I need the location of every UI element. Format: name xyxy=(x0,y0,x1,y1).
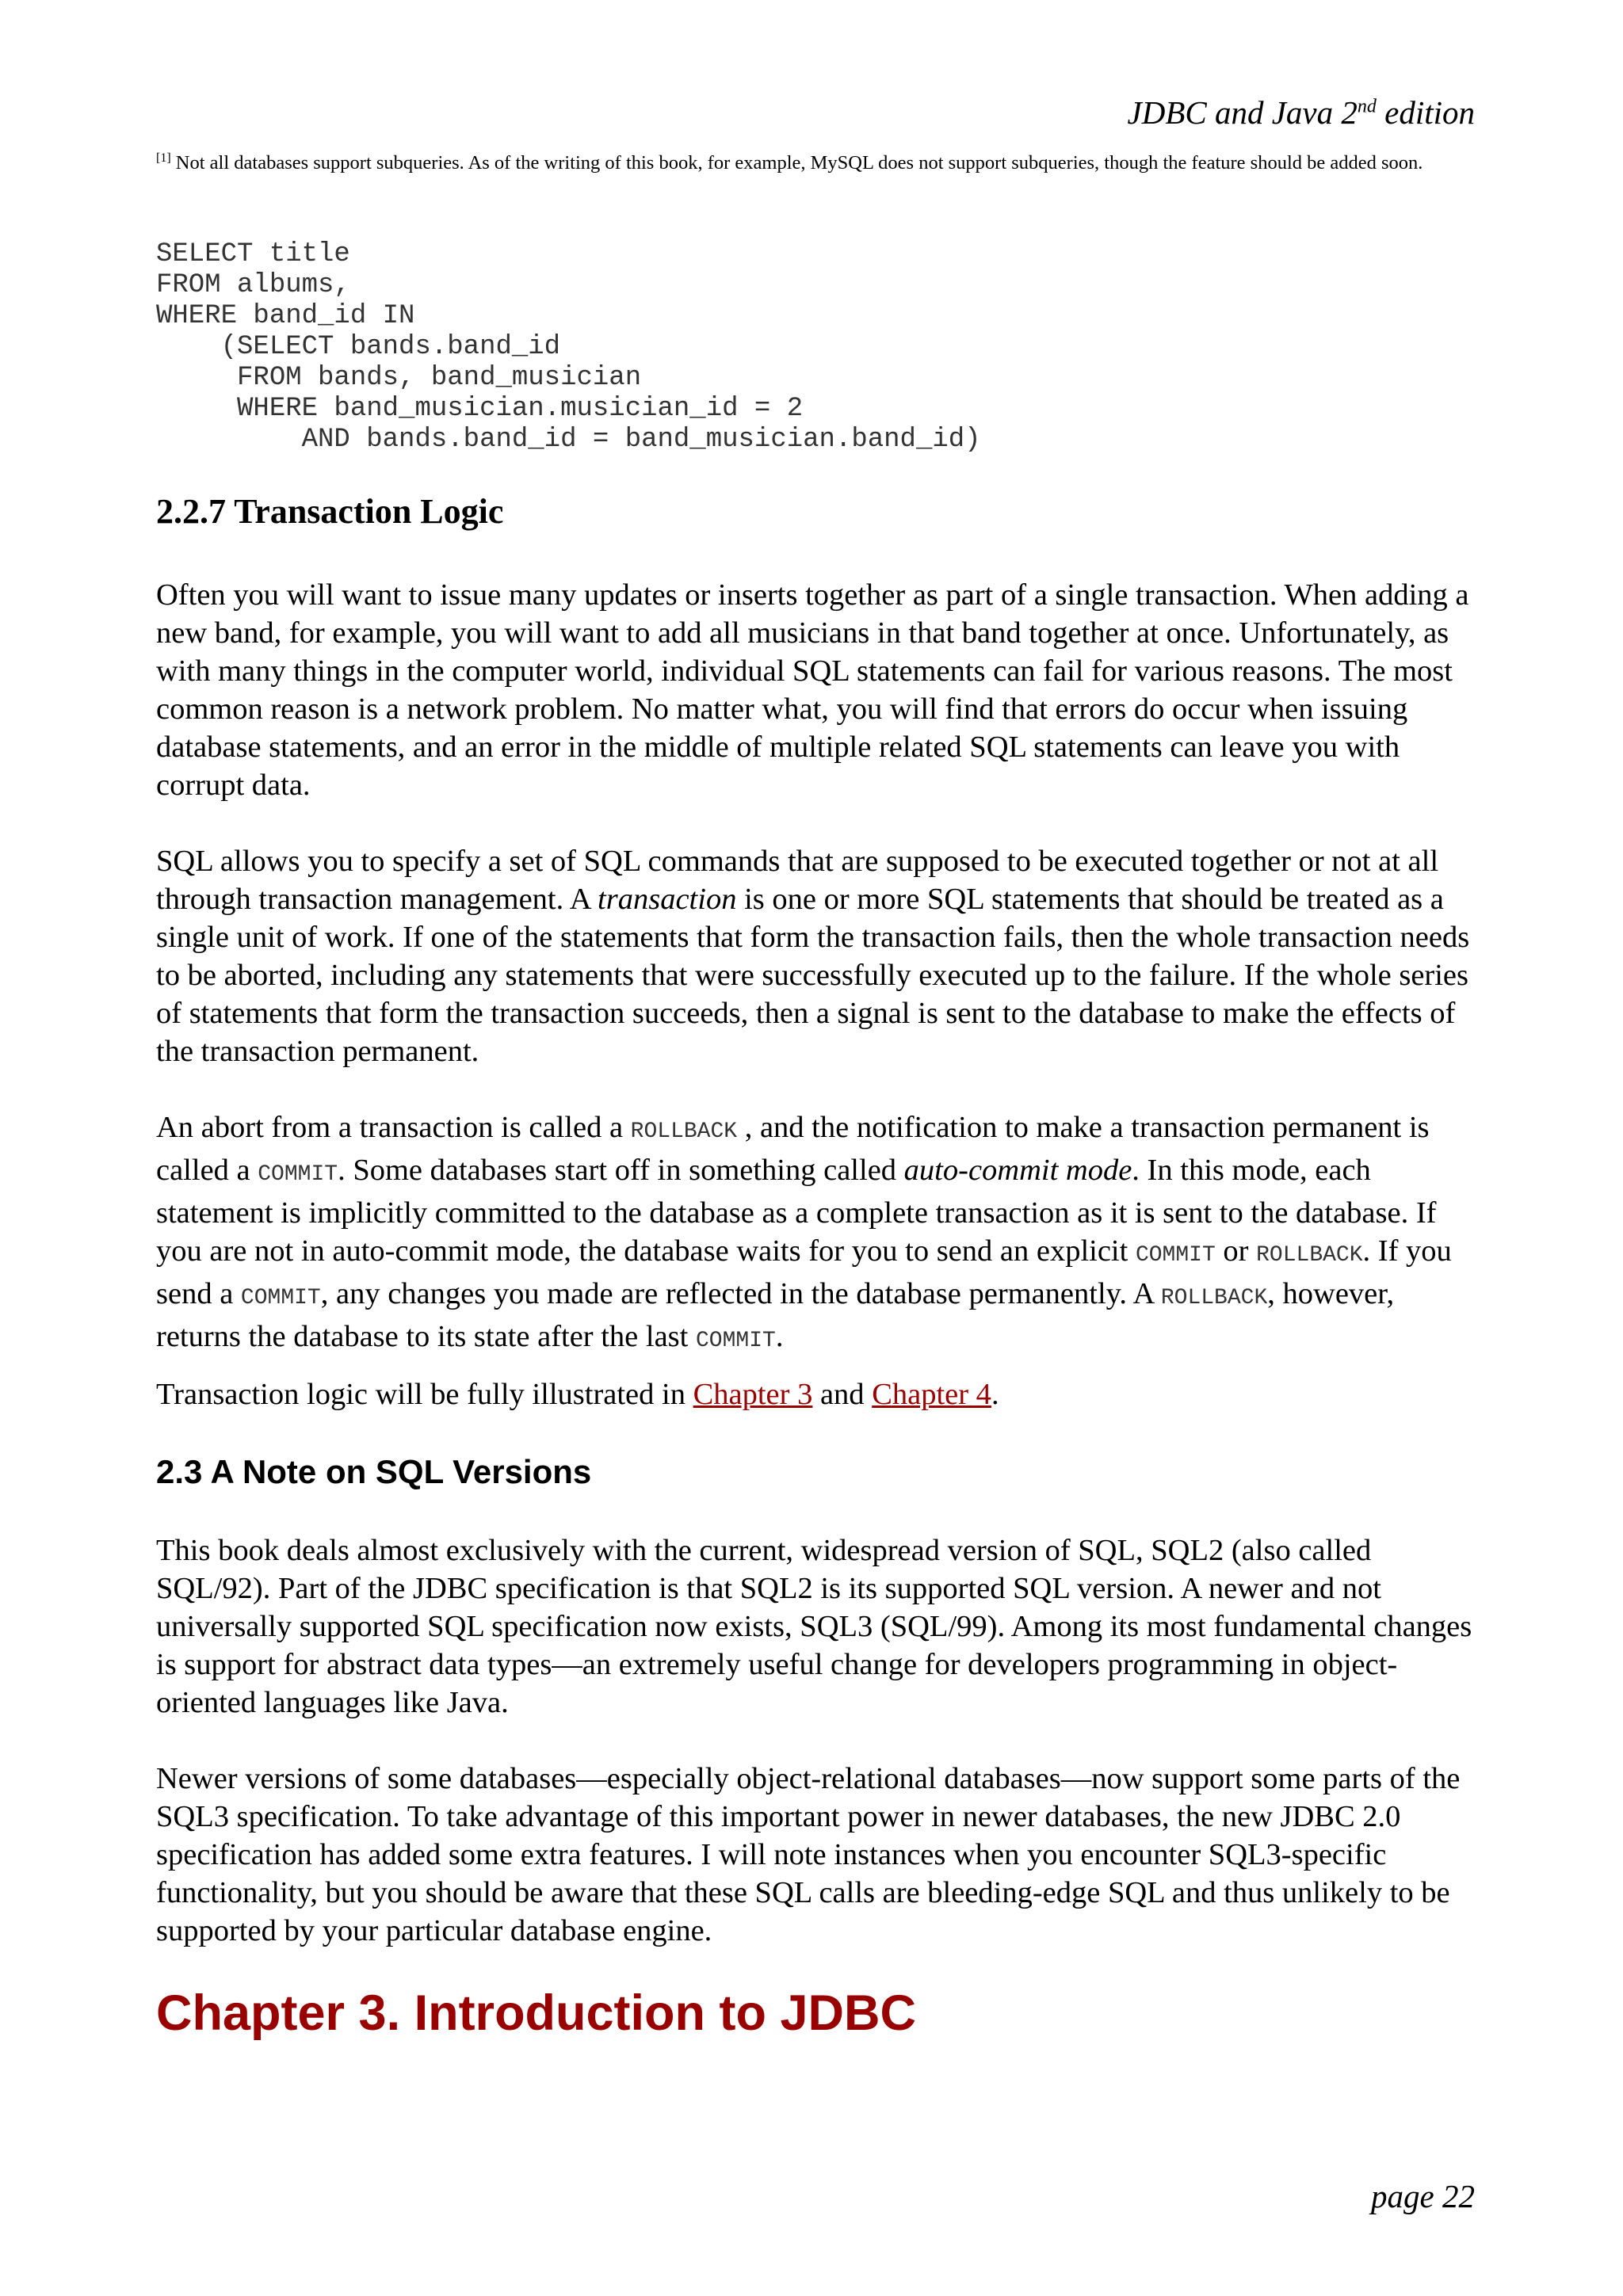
footnote-text: Not all databases support subqueries. As of the writing of this book, for example, MySQL does not support subqueries, though the feature should be added soon. xyxy=(170,152,1423,174)
running-header xyxy=(1128,93,1475,132)
paragraph-sql-versions: This book deals almost exclusively with the current, widespread version of SQL, SQL2 (also called SQL/92). Part of the JDBC specification is that SQL2 is its supported SQL version. A newer and not universally supported SQL specification now exists, SQL3 (SQL/99). Among its most fundamental changes is support for abstract data types—an extremely useful change for developers programming in object-oriented languages like Java. xyxy=(156,1534,1472,1719)
code-commit: COMMIT xyxy=(240,1286,321,1310)
term-transaction: transaction xyxy=(598,883,737,916)
code-commit: COMMIT xyxy=(1135,1243,1216,1268)
link-chapter-4[interactable]: Chapter 4 xyxy=(872,1378,991,1411)
code-rollback: ROLLBACK xyxy=(630,1119,738,1144)
code-commit: COMMIT xyxy=(258,1162,338,1187)
footnote xyxy=(156,151,1475,176)
header-title-suffix: edition xyxy=(1376,94,1475,131)
sql-code-block: SELECT title FROM albums, WHERE band_id IN (SELECT bands.band_id FROM bands, band_musician WHERE band_musician.musician_id = 2 AND bands.band_id = band_musician.band_id) xyxy=(156,239,981,455)
page-number: page 22 xyxy=(1371,2178,1475,2214)
paragraph-transaction-definition: SQL allows you to specify a set of SQL commands that are supposed to be executed together or not at all through transaction management. A transaction is one or more SQL statements that should be treated as a single unit of work. If one of the statements that form the transaction fails, then the whole transaction needs to be aborted, including any statements that were successfully executed up to the failure. If the whole series of statements that form the transaction succeeds, then a signal is sent to the database to make the effects of the transaction permanent. xyxy=(156,845,1470,1068)
paragraph-rollback-commit: An abort from a transaction is called a ROLLBACK , and the notification to make a transaction permanent is called a COMMIT. Some databases start off in something called auto-commit mode. In this mode, each statement is implicitly committed to the database as a complete transaction as it is sent to the database. If you are not in auto-commit mode, the database waits for you to send an explicit COMMIT or ROLLBACK. If you send a COMMIT, any changes you made are reflected in the database permanently. A ROLLBACK, however, returns the database to its state after the last COMMIT. xyxy=(156,1111,1452,1353)
chapter-heading: Chapter 3. Introduction to JDBC xyxy=(156,1985,916,2041)
link-chapter-3[interactable]: Chapter 3 xyxy=(693,1378,813,1411)
code-rollback: ROLLBACK xyxy=(1256,1243,1363,1268)
header-title-sup: nd xyxy=(1357,96,1377,117)
section-heading-2-3: 2.3 A Note on SQL Versions xyxy=(156,1453,592,1490)
section-heading-2-2-7: 2.2.7 Transaction Logic xyxy=(156,492,504,531)
footnote-marker: [1] xyxy=(156,151,171,165)
header-title-prefix: JDBC and Java 2 xyxy=(1127,94,1358,131)
paragraph-sql3-support: Newer versions of some databases—especially object-relational databases—now support some parts of the SQL3 specification. To take advantage of this important power in newer databases, the new JDBC 2.0 specification has added some extra features. I will note instances when you encounter SQL3-specific functionality, but you should be aware that these SQL calls are bleeding-edge SQL and thus unlikely to be supported by your particular database engine. xyxy=(156,1762,1461,1947)
term-auto-commit-mode: auto-commit mode xyxy=(903,1154,1132,1187)
code-rollback: ROLLBACK xyxy=(1160,1286,1268,1310)
paragraph-transaction-intro: Often you will want to issue many updates or inserts together as part of a single transaction. When adding a new band, for example, you will want to add all musicians in that band together at once. Unfortunately, as with many things in the computer world, individual SQL statements can fail for various reasons. The most common reason is a network problem. No matter what, you will find that errors do occur when issuing database statements, and an error in the middle of multiple related SQL statements can leave you with corrupt data. xyxy=(156,578,1469,802)
code-commit: COMMIT xyxy=(696,1329,776,1353)
paragraph-transaction-chapters: Transaction logic will be fully illustrated in Chapter 3 and Chapter 4. xyxy=(156,1378,999,1411)
